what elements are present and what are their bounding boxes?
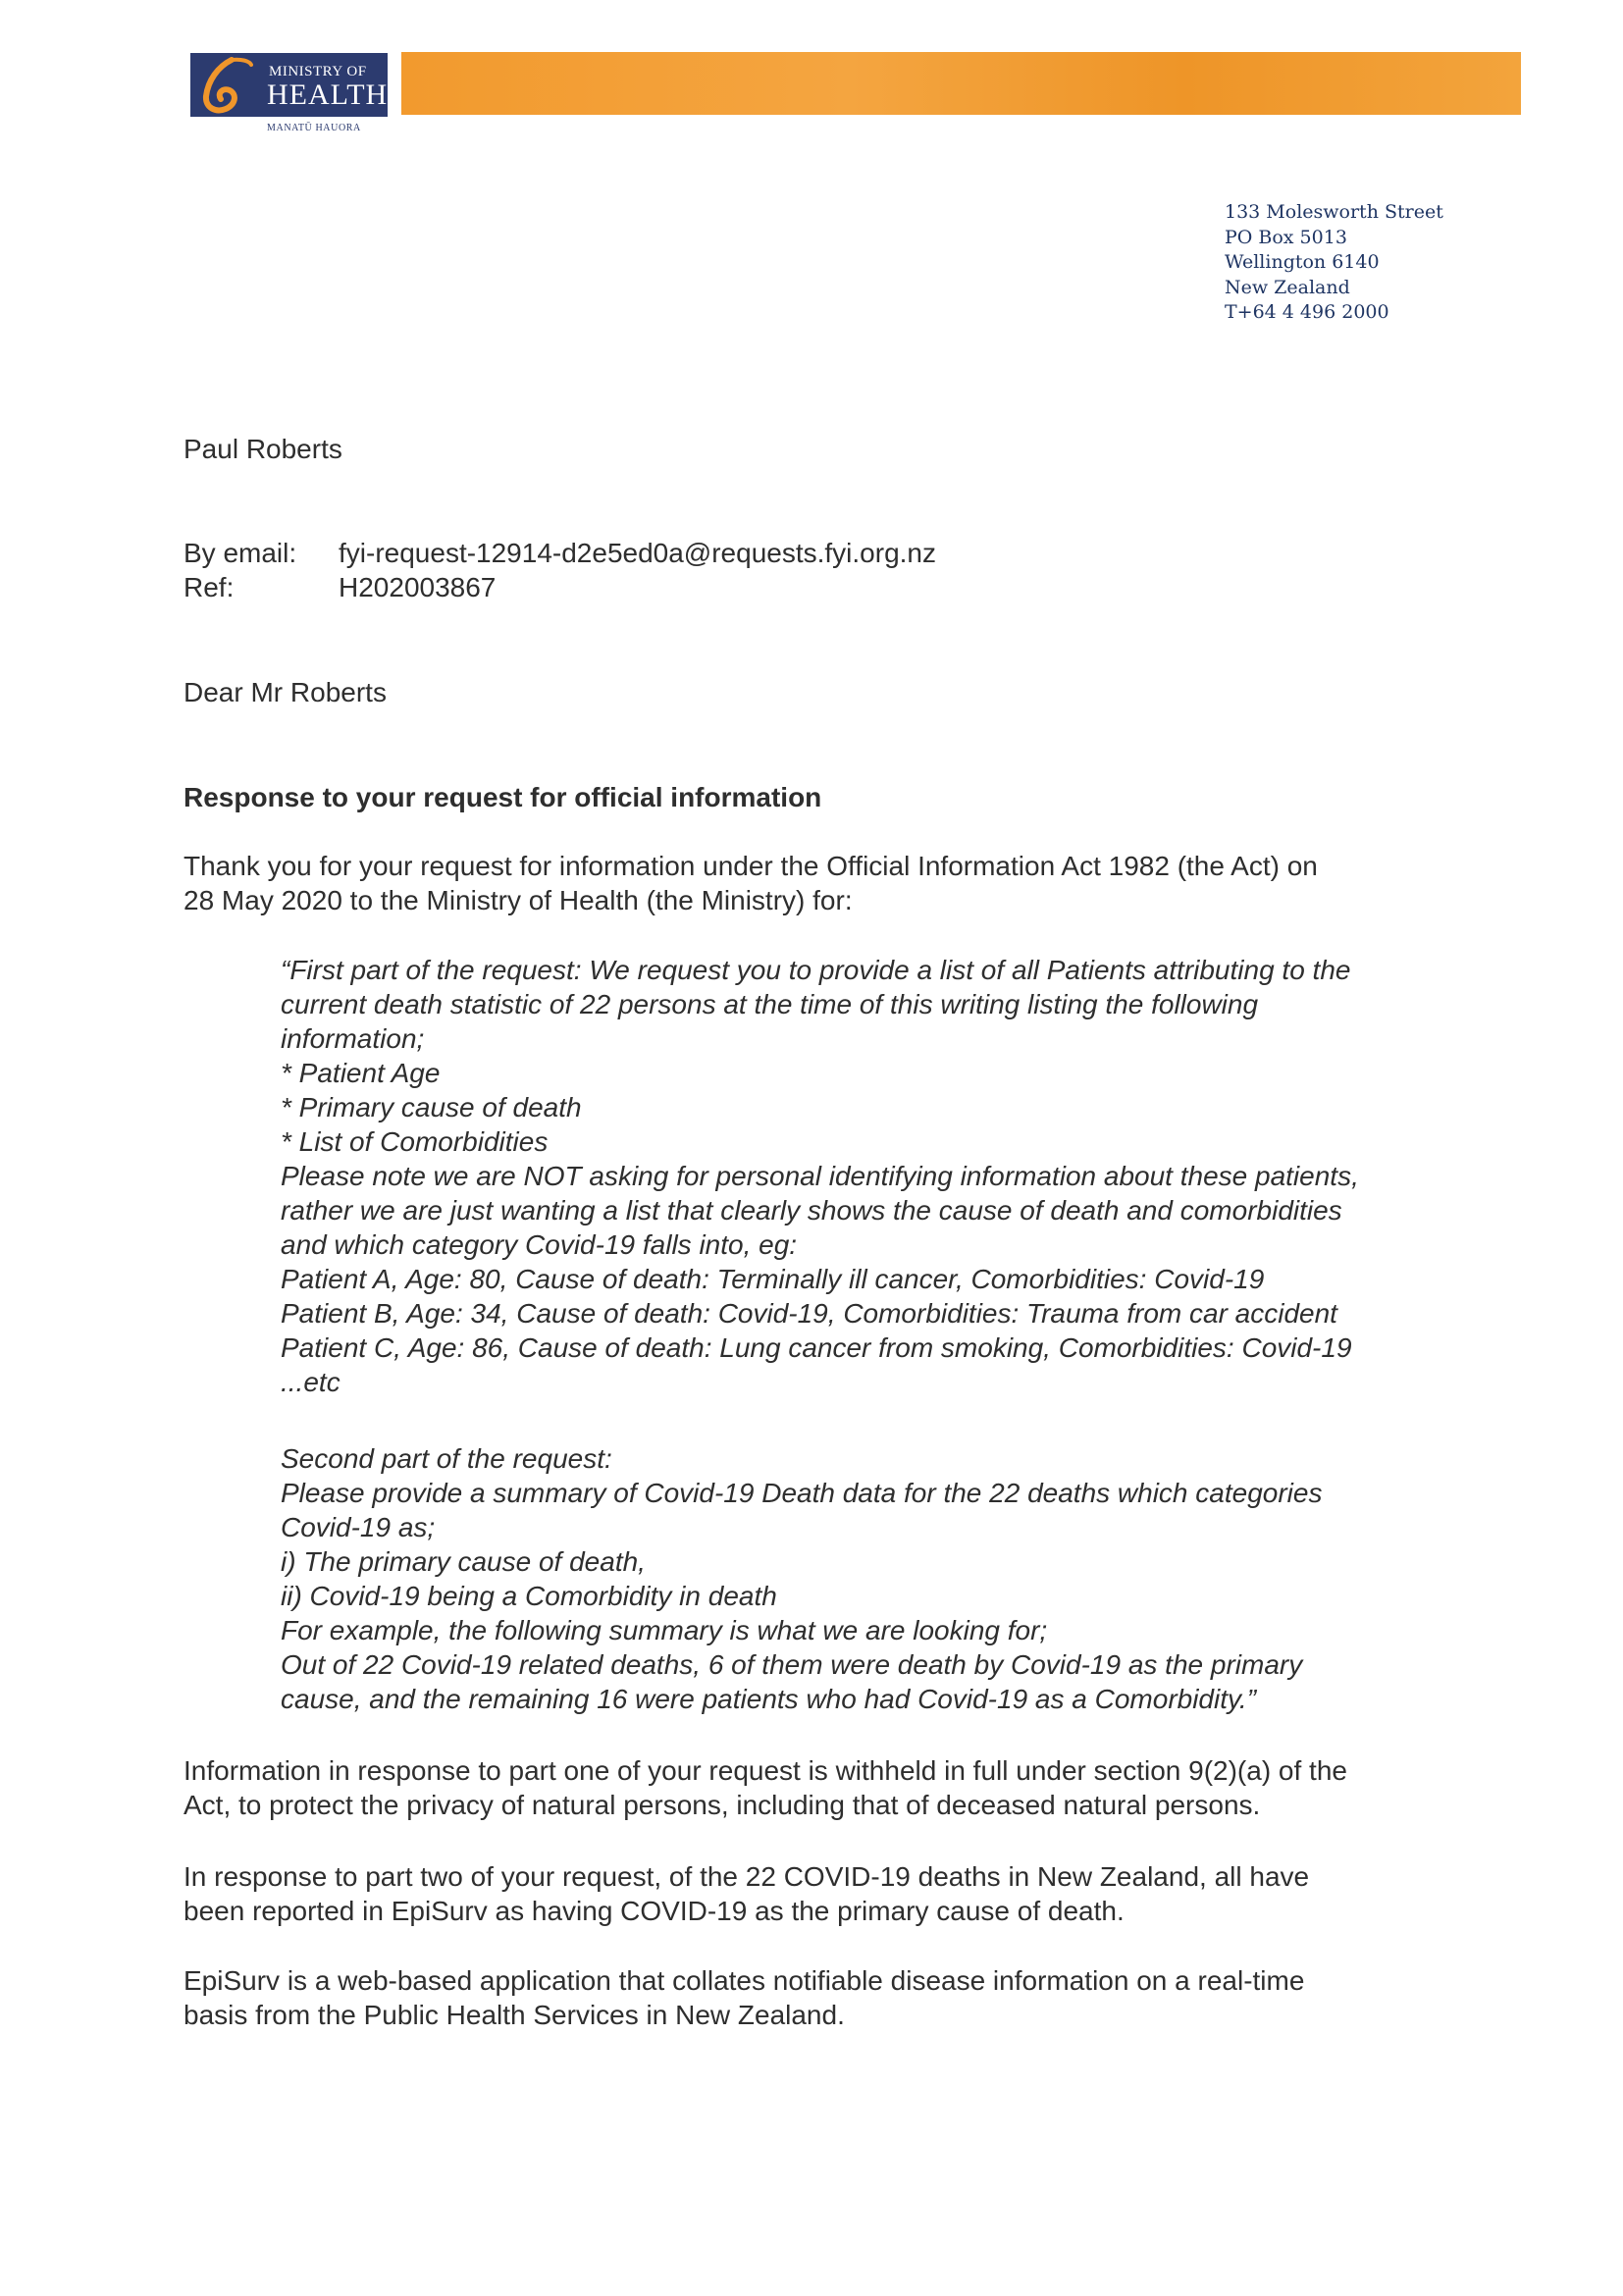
quote-line: i) The primary cause of death, — [281, 1546, 646, 1577]
text-line: 28 May 2020 to the Ministry of Health (the Ministry) for: — [183, 885, 853, 915]
quote-line: Patient B, Age: 34, Cause of death: Covid-19, Comorbidities: Trauma from car accident — [281, 1298, 1337, 1329]
quote-line: Please note we are NOT asking for personal identifying information about these patients, — [281, 1161, 1359, 1191]
recipient-name: Paul Roberts — [183, 434, 342, 464]
text-line: Thank you for your request for information under the Official Information Act 1982 (the Act) on — [183, 851, 1318, 881]
sender-address — [1225, 200, 1443, 326]
quote-line: Out of 22 Covid-19 related deaths, 6 of them were death by Covid-19 as the primary — [281, 1649, 1303, 1680]
quote-line: Please provide a summary of Covid-19 Death data for the 22 deaths which categories — [281, 1478, 1323, 1508]
quote-line: Second part of the request: — [281, 1443, 612, 1474]
quote-line: Covid-19 as; — [281, 1512, 436, 1542]
email-row — [183, 536, 936, 570]
text-line: In response to part two of your request, of the 22 COVID-19 deaths in New Zealand, all have — [183, 1861, 1310, 1892]
letterhead-orange-bar — [401, 52, 1521, 115]
salutation: Dear Mr Roberts — [183, 677, 387, 707]
text-line: Act, to protect the privacy of natural persons, including that of deceased natural persons. — [183, 1790, 1261, 1820]
quote-line: rather we are just wanting a list that clearly shows the cause of death and comorbidities — [281, 1195, 1342, 1226]
quote-line: Patient C, Age: 86, Cause of death: Lung cancer from smoking, Comorbidities: Covid-19 — [281, 1332, 1352, 1363]
response-paragraph-part-two — [183, 1859, 1309, 1928]
quote-line: “First part of the request: We request you to provide a list of all Patients attributing to the — [281, 955, 1351, 985]
quote-line: and which category Covid-19 falls into, eg: — [281, 1229, 798, 1260]
koru-logo-icon — [198, 57, 253, 114]
quote-line: Patient A, Age: 80, Cause of death: Terminally ill cancer, Comorbidities: Covid-19 — [281, 1264, 1265, 1294]
logo-text-ministry-of: MINISTRY OF — [269, 64, 367, 79]
quote-line: ii) Covid-19 being a Comorbidity in death — [281, 1581, 777, 1611]
address-line: New Zealand — [1225, 276, 1350, 298]
text-line: been reported in EpiSurv as having COVID-19 as the primary cause of death. — [183, 1896, 1125, 1926]
address-line: Wellington 6140 — [1225, 251, 1380, 273]
quoted-request-part-two — [281, 1441, 1322, 1716]
ministry-of-health-logo — [190, 53, 388, 117]
quote-line: For example, the following summary is what we are looking for; — [281, 1615, 1048, 1645]
logo-text-health: HEALTH — [267, 78, 389, 111]
response-paragraph-withheld — [183, 1753, 1347, 1822]
intro-paragraph — [183, 849, 1318, 917]
quote-line: * Patient Age — [281, 1058, 441, 1088]
email-label: By email: — [183, 538, 297, 568]
text-line: EpiSurv is a web-based application that collates notifiable disease information on a real-time — [183, 1965, 1305, 1996]
text-line: Information in response to part one of your request is withheld in full under section 9(2)(a) of the — [183, 1755, 1347, 1786]
address-line: PO Box 5013 — [1225, 226, 1347, 248]
ref-label: Ref: — [183, 572, 235, 602]
address-line: 133 Molesworth Street — [1225, 201, 1443, 223]
text-line: basis from the Public Health Services in New Zealand. — [183, 2000, 845, 2030]
ref-row — [183, 570, 936, 604]
logo-tagline: MANATŪ HAUORA — [267, 123, 361, 133]
letter-heading: Response to your request for official information — [183, 782, 822, 812]
episurv-paragraph — [183, 1963, 1304, 2032]
quote-line: cause, and the remaining 16 were patients who had Covid-19 as a Comorbidity.” — [281, 1684, 1257, 1714]
address-phone: T+64 4 496 2000 — [1225, 301, 1389, 323]
quote-line: ...etc — [281, 1367, 340, 1397]
email-value: fyi-request-12914-d2e5ed0a@requests.fyi.org.nz — [339, 538, 936, 568]
ref-value: H202003867 — [339, 572, 497, 602]
quote-line: * List of Comorbidities — [281, 1126, 549, 1157]
quoted-request-part-one — [281, 953, 1359, 1399]
quote-line: current death statistic of 22 persons at the time of this writing listing the following — [281, 989, 1259, 1019]
quote-line: information; — [281, 1023, 425, 1054]
letter-meta — [183, 536, 936, 604]
quote-line: * Primary cause of death — [281, 1092, 582, 1122]
